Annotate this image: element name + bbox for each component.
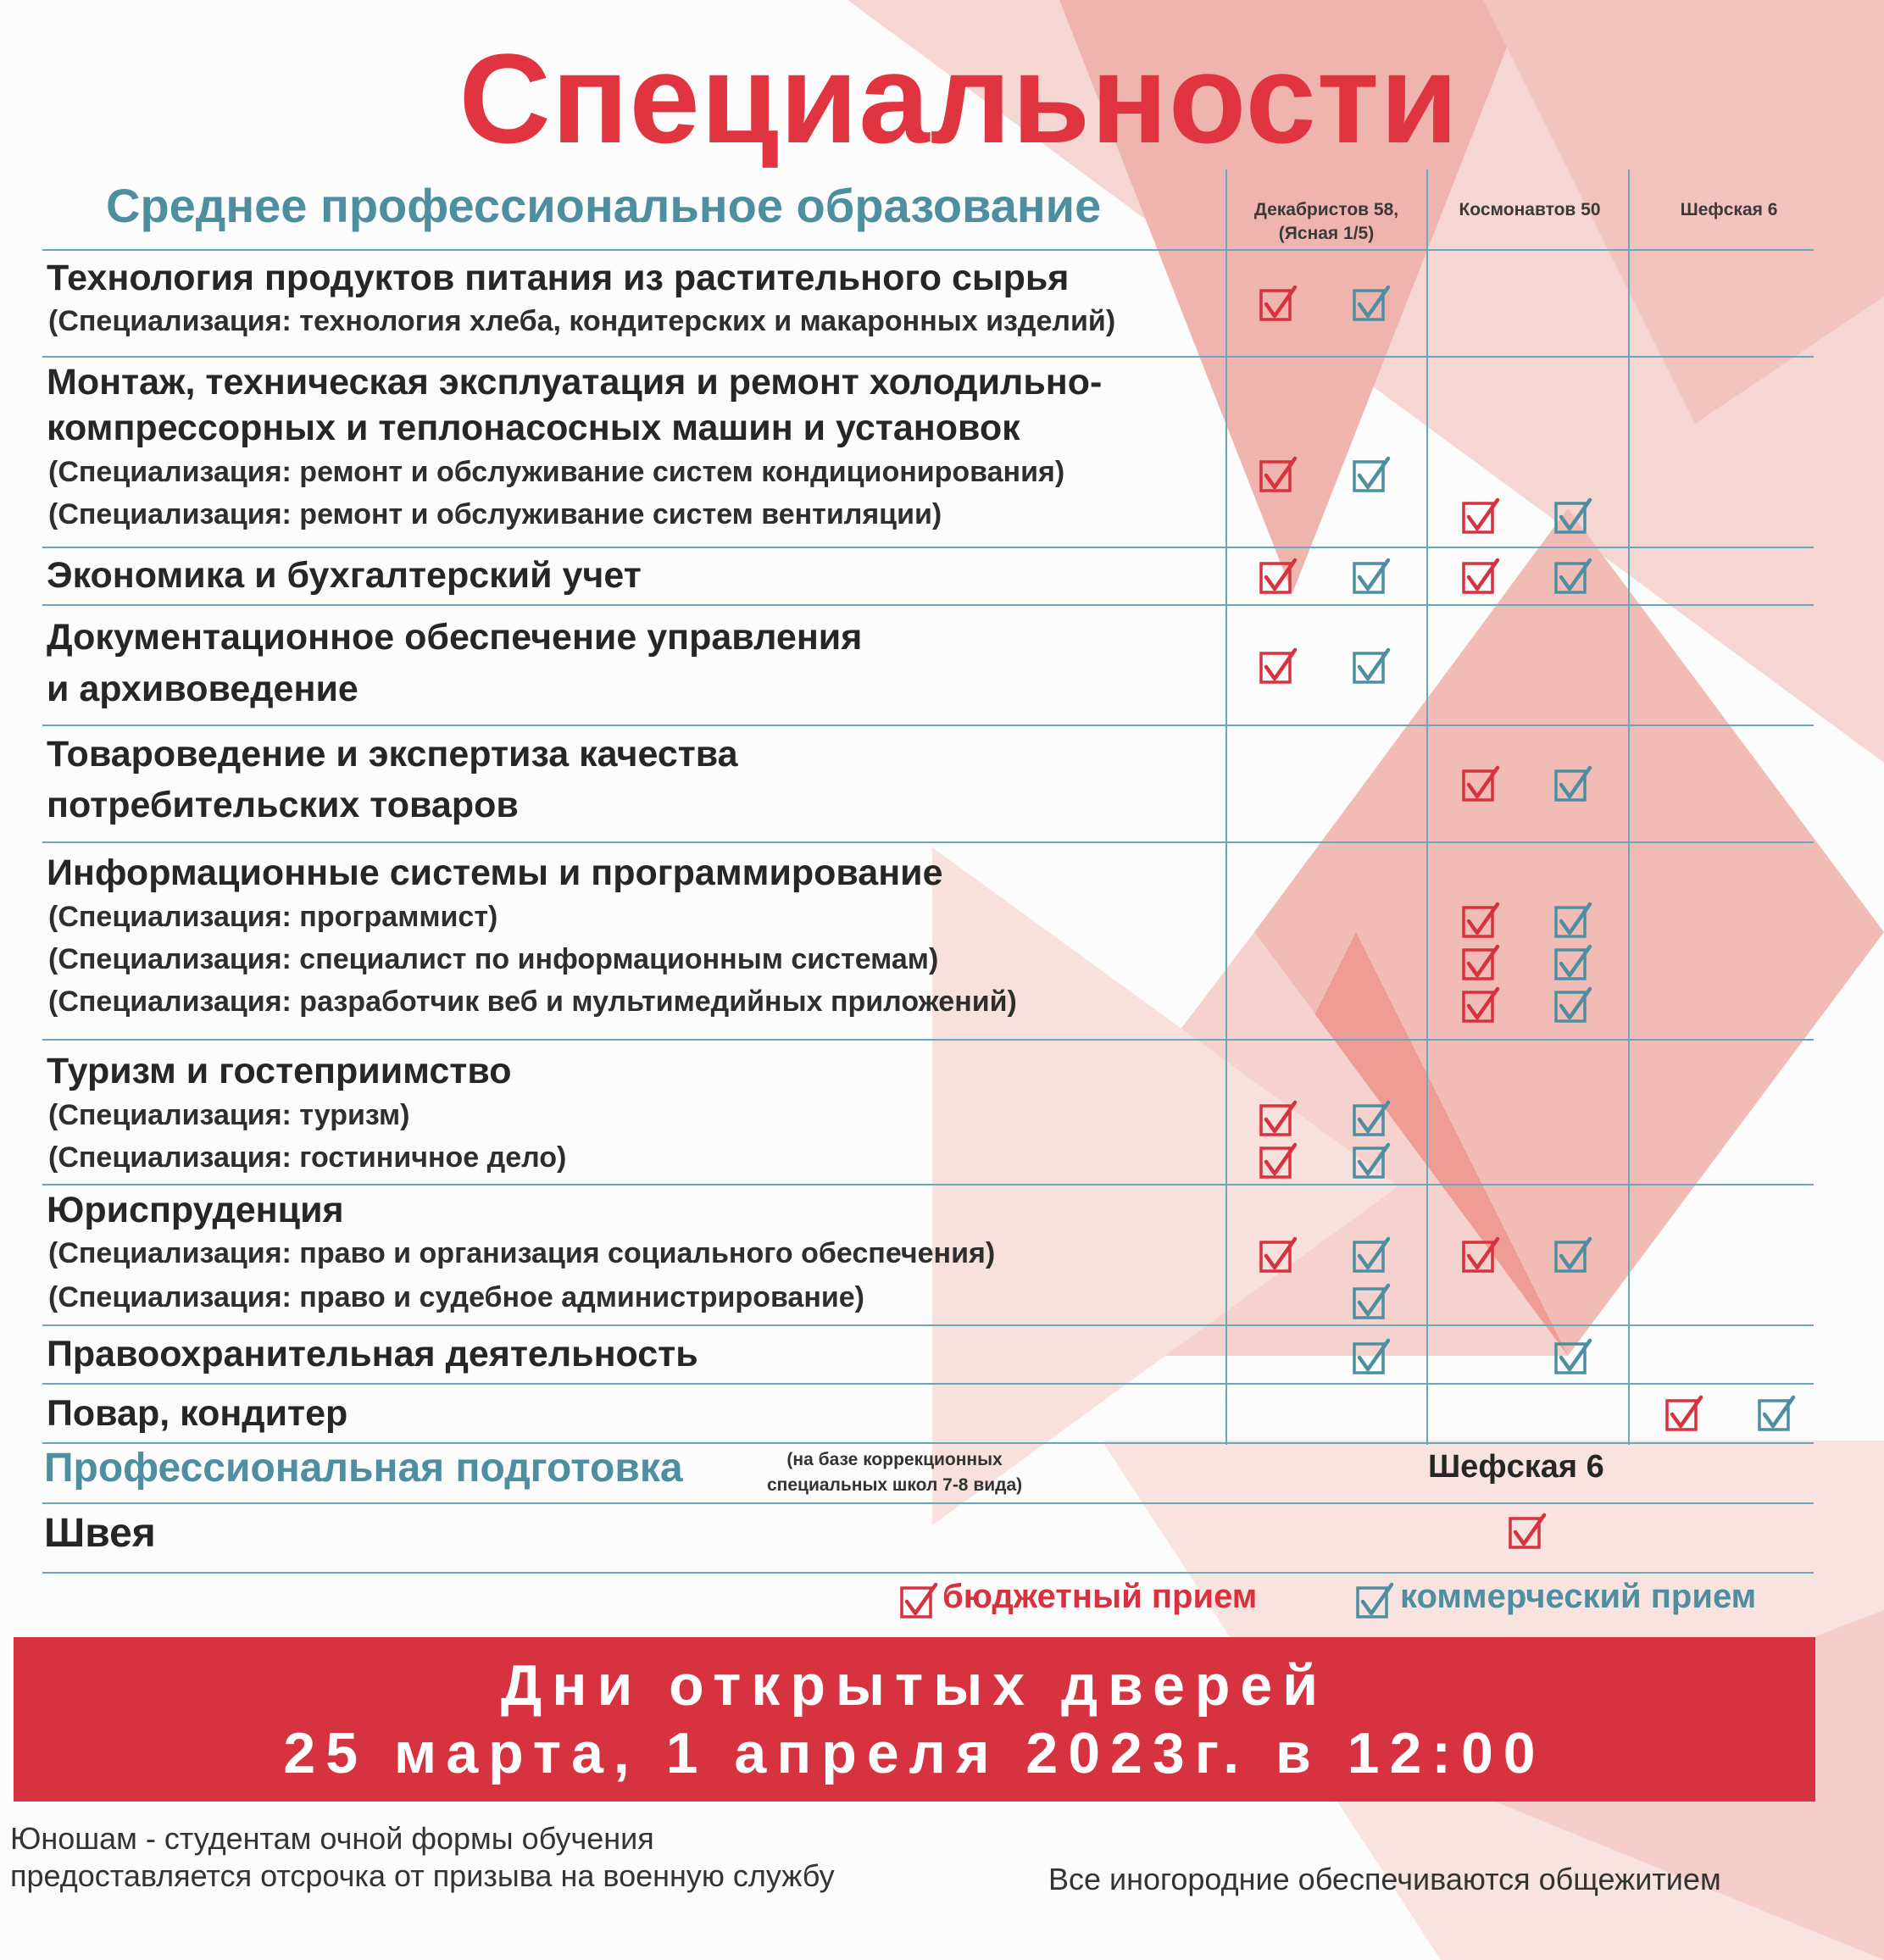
column-header-dekabristov: [1229, 198, 1424, 246]
specialization-text: (Специализация: ремонт и обслуживание систем вентиляции): [48, 498, 942, 530]
check-red-icon: [1258, 647, 1298, 687]
check-blue-icon: [1351, 647, 1392, 687]
row-divider: [42, 1572, 1814, 1574]
specialization-text: (Специализация: право и организация социального обеспечения): [48, 1237, 996, 1269]
row-divider: [42, 547, 1814, 548]
row-divider: [42, 1184, 1814, 1185]
footer-dormitory: Все иногородние обеспечиваются общежитием: [1048, 1862, 1721, 1896]
specialization-text: (Специализация: специалист по информационным системам): [48, 943, 939, 975]
footer-line: Юношам - студентам очной формы обучения: [10, 1821, 654, 1856]
row-divider: [42, 1502, 1814, 1504]
specialty-law: Юриспруденция: [47, 1190, 344, 1230]
check-blue-icon: [1553, 986, 1593, 1026]
row-divider: [42, 1383, 1814, 1385]
specialty-refrigeration: Монтаж, техническая эксплуатация и ремонт холодильно-: [47, 362, 1103, 403]
check-red-icon: [1258, 557, 1298, 597]
check-blue-icon: [1553, 764, 1593, 805]
specialization-text: (Специализация: разработчик веб и мультимедийных приложений): [48, 986, 1017, 1018]
check-red-icon: [1460, 764, 1501, 805]
check-blue-icon: [1553, 497, 1593, 537]
specialization-text: (Специализация: ремонт и обслуживание систем кондиционирования): [48, 456, 1065, 488]
prof-training-item-seamstress: Швея: [44, 1511, 156, 1556]
specialty-economics: Экономика и бухгалтерский учет: [47, 555, 642, 596]
prof-training-note: [767, 1447, 1022, 1498]
specialty-merchandising-line2: потребительских товаров: [47, 785, 519, 825]
column-header-kosmonavtov: Космонавтов 50: [1459, 200, 1601, 219]
check-red-icon: [898, 1581, 939, 1622]
specialty-refrigeration-line2: компрессорных и теплонасосных машин и установок: [47, 408, 1020, 448]
page-title: Специальности: [458, 27, 1459, 169]
specialty-documentation-line2: и архивоведение: [47, 669, 358, 709]
check-blue-icon: [1756, 1394, 1797, 1435]
check-blue-icon: [1553, 1337, 1593, 1378]
banner-dates: 25 марта, 1 апреля 2023г. в 12:00: [283, 1721, 1546, 1785]
check-red-icon: [1258, 284, 1298, 325]
check-red-icon: [1258, 1099, 1298, 1140]
check-blue-icon: [1351, 1235, 1392, 1276]
footer-line: предоставляется отсрочка от призыва на военную службу: [10, 1858, 835, 1893]
open-days-banner: [14, 1637, 1815, 1802]
check-blue-icon: [1553, 1235, 1593, 1276]
banner-heading: Дни открытых дверей: [500, 1653, 1329, 1718]
check-red-icon: [1460, 986, 1501, 1026]
column-header-line: Декабристов 58,: [1253, 200, 1399, 219]
column-header-line: (Ясная 1/5): [1278, 224, 1375, 243]
row-divider: [42, 1039, 1814, 1041]
specialty-tourism: Туризм и гостеприимство: [47, 1051, 512, 1091]
check-blue-icon: [1351, 1099, 1392, 1140]
section-subtitle: Среднее профессиональное образование: [106, 179, 1102, 232]
prof-training-heading: Профессиональная подготовка: [44, 1446, 683, 1491]
check-red-icon: [1460, 557, 1501, 597]
row-divider: [42, 356, 1814, 358]
specialty-information-systems: Информационные системы и программирование: [47, 852, 943, 893]
row-divider: [42, 725, 1814, 726]
footer-military-deferral: [10, 1820, 835, 1895]
specialization-text: (Специализация: технология хлеба, кондитерских и макаронных изделий): [48, 305, 1116, 337]
row-divider: [42, 1442, 1814, 1444]
check-red-icon: [1258, 1235, 1298, 1276]
check-red-icon: [1460, 943, 1501, 984]
specialty-food-technology: Технология продуктов питания из растительного сырья: [47, 258, 1070, 298]
check-blue-icon: [1351, 1282, 1392, 1323]
column-divider: [1426, 169, 1428, 1445]
check-red-icon: [1460, 1235, 1501, 1276]
column-header-shefskaya: Шефская 6: [1680, 200, 1778, 219]
check-red-icon: [1460, 497, 1501, 537]
check-blue-icon: [1553, 901, 1593, 941]
check-red-icon: [1258, 455, 1298, 496]
check-blue-icon: [1351, 1141, 1392, 1182]
row-divider: [42, 249, 1814, 251]
check-red-icon: [1460, 901, 1501, 941]
specialization-text: (Специализация: право и судебное администрирование): [48, 1281, 864, 1313]
specialization-text: (Специализация: программист): [48, 901, 498, 933]
check-blue-icon: [1351, 557, 1392, 597]
row-divider: [42, 1324, 1814, 1326]
check-blue-icon: [1553, 943, 1593, 984]
check-blue-icon: [1351, 455, 1392, 496]
specialty-merchandising: Товароведение и экспертиза качества: [47, 734, 738, 775]
specialty-law-enforcement: Правоохранительная деятельность: [47, 1334, 698, 1374]
column-divider: [1225, 169, 1227, 1445]
specialization-text: (Специализация: туризм): [48, 1099, 410, 1131]
specialization-text: (Специализация: гостиничное дело): [48, 1141, 567, 1174]
specialty-documentation: Документационное обеспечение управления: [47, 617, 863, 658]
legend-budget-label: бюджетный прием: [942, 1578, 1258, 1615]
specialty-cook-confectioner: Повар, кондитер: [47, 1393, 348, 1434]
check-red-icon: [1507, 1512, 1548, 1552]
legend-commercial-label: коммерческий прием: [1400, 1578, 1757, 1615]
column-divider: [1628, 169, 1630, 1445]
row-divider: [42, 604, 1814, 606]
check-red-icon: [1664, 1394, 1704, 1435]
check-blue-icon: [1354, 1581, 1395, 1622]
note-line: (на базе коррекционных: [786, 1450, 1003, 1469]
check-red-icon: [1258, 1141, 1298, 1182]
check-blue-icon: [1553, 557, 1593, 597]
check-blue-icon: [1351, 1337, 1392, 1378]
note-line: специальных школ 7-8 вида): [767, 1475, 1023, 1495]
prof-training-location: Шефская 6: [1428, 1449, 1604, 1485]
check-blue-icon: [1351, 284, 1392, 325]
row-divider: [42, 841, 1814, 843]
